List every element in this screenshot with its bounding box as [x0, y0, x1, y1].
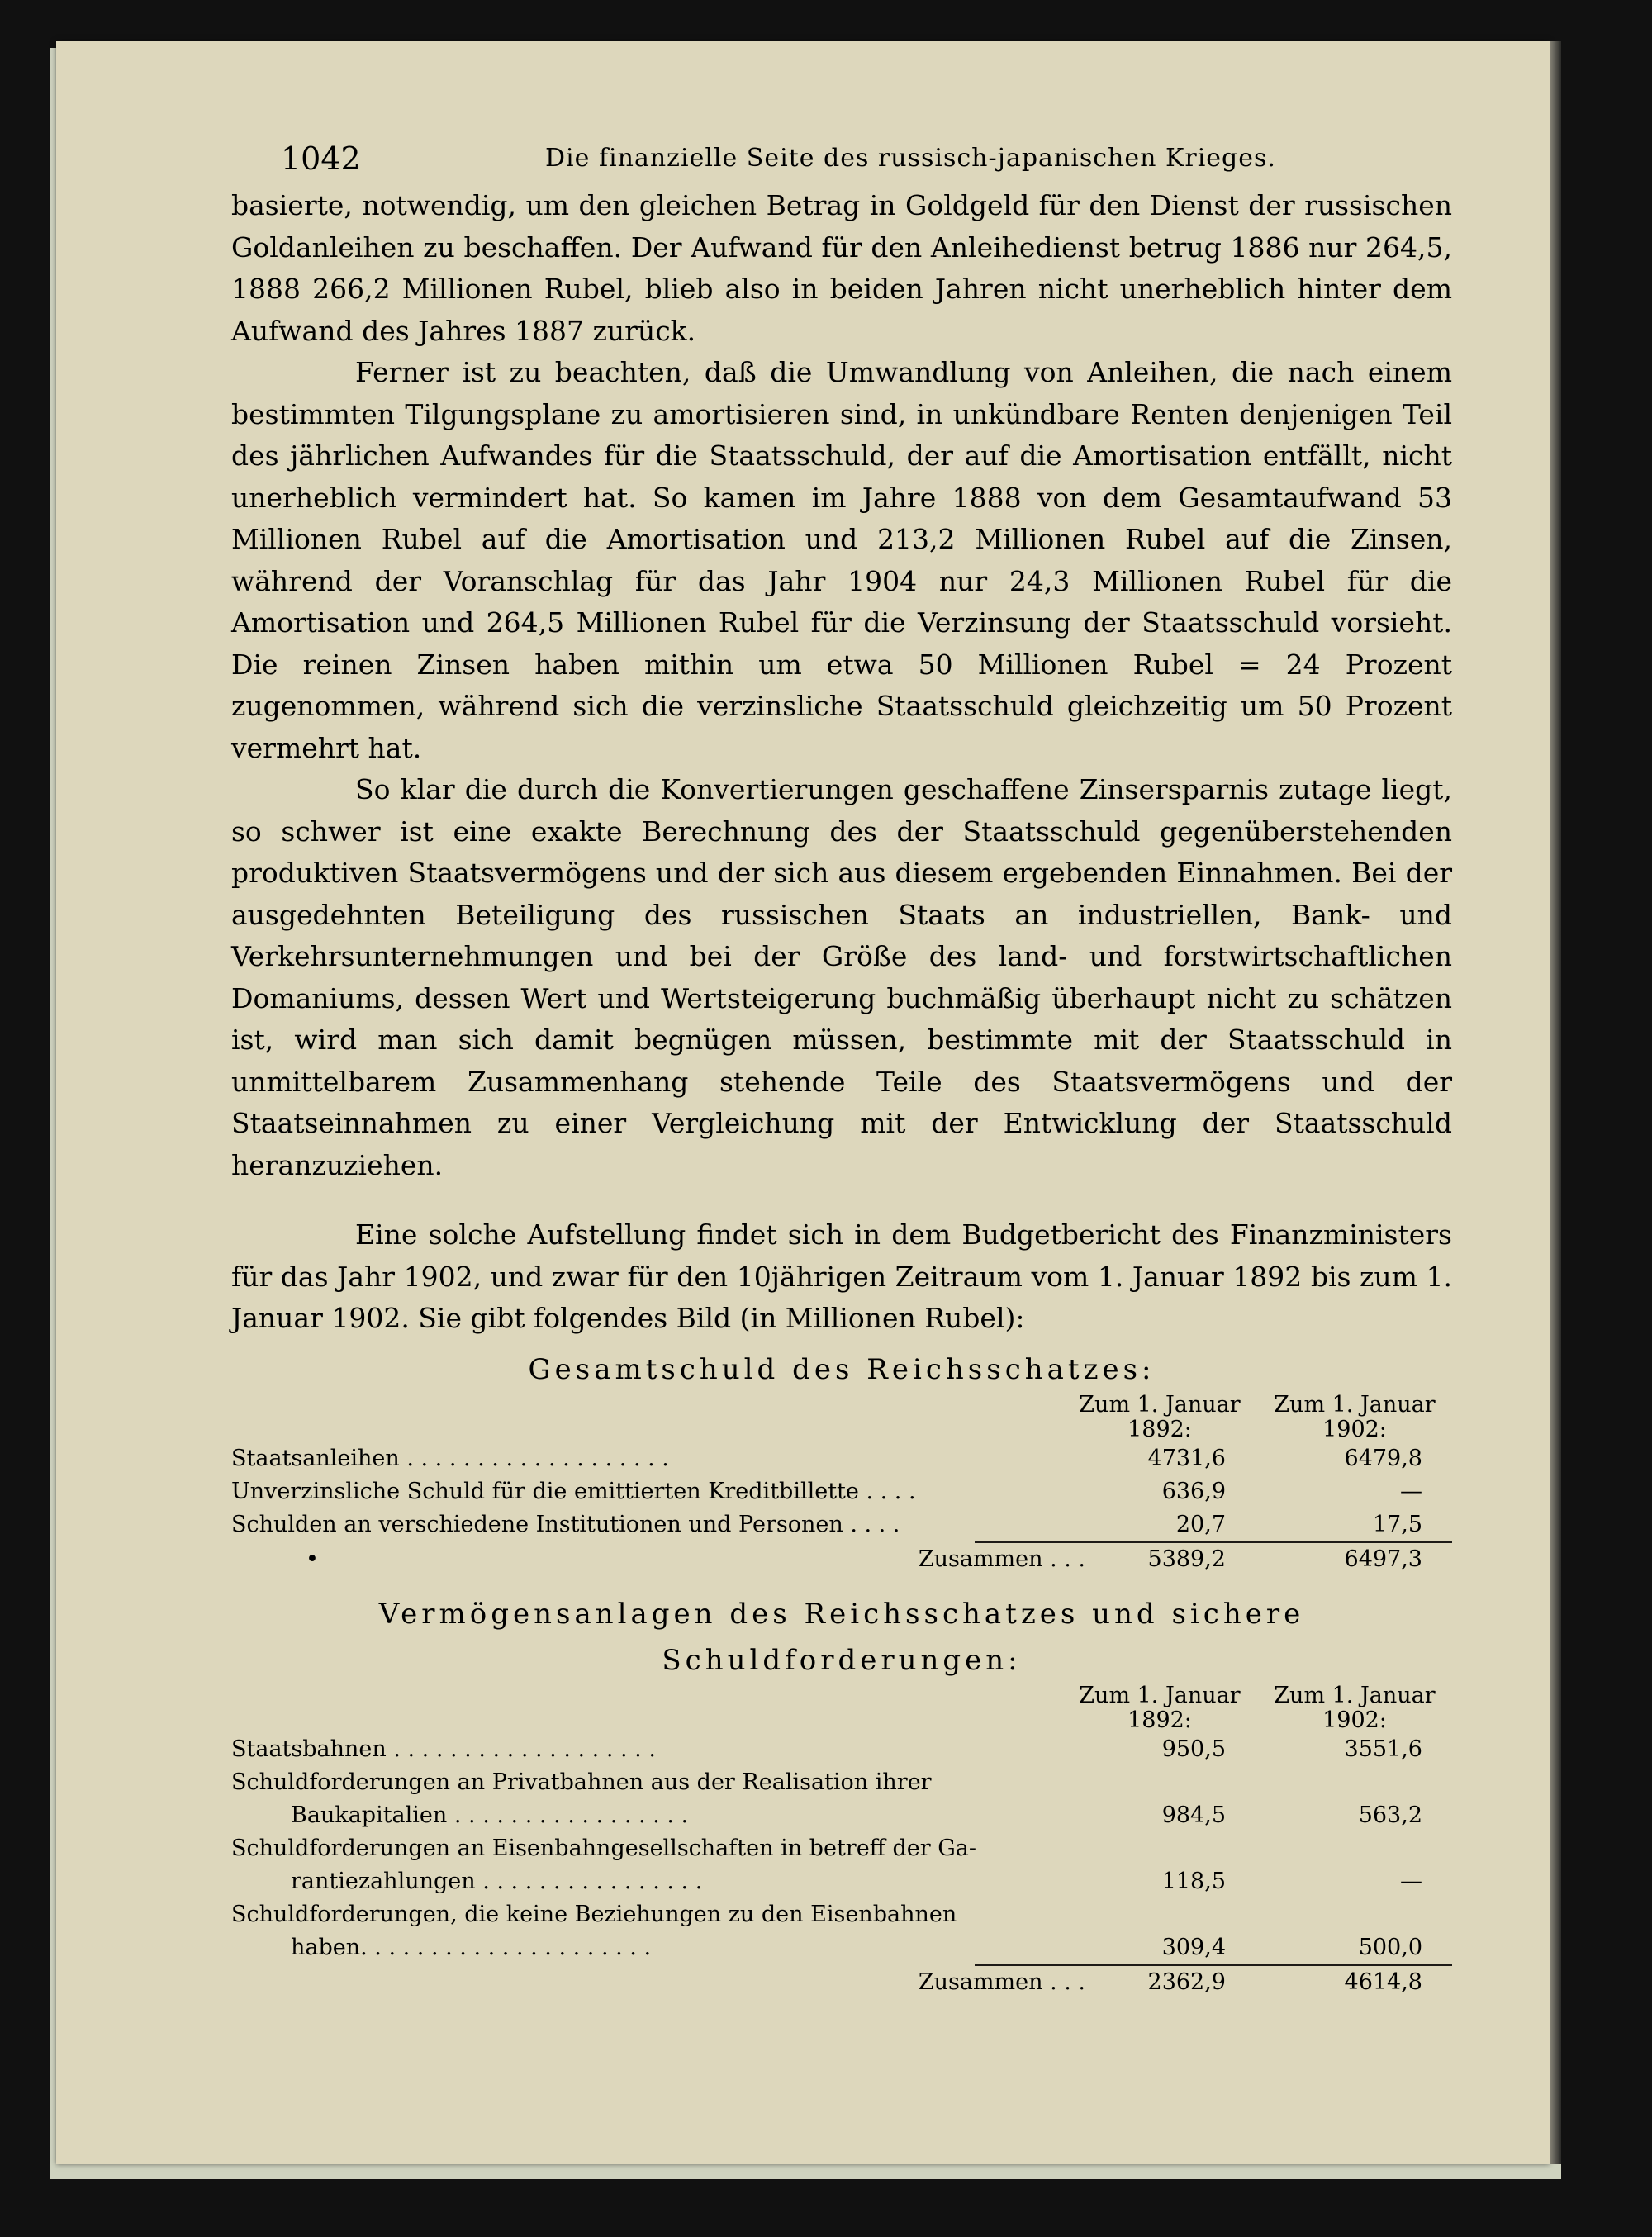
value-1902: 3551,6 [1344, 1736, 1422, 1762]
row-label: Schulden an verschiedene Institutionen und Personen . . . . [231, 1511, 900, 1537]
value-1902: 17,5 [1372, 1511, 1422, 1537]
value-1892: 4731,6 [1147, 1445, 1226, 1471]
value-1902: 500,0 [1358, 1934, 1422, 1960]
page-content [231, 132, 1452, 1999]
table-row [231, 1799, 1452, 1832]
paragraph-3: So klar die durch die Konvertierungen geschaffene Zinsersparnis zutage liegt, so schwer ist eine exakte Berechnung des der Staatsschuld gegenüberstehenden produktiven Staatsvermögens und der sich aus diesem ergebenden Einnahmen. Bei der ausgedehnten Beteiligung des russischen Staats an industriellen, Bank- und Verkehrsunternehmungen und bei der Größe des land- und forstwirtschaftlichen Domaniums, dessen Wert und Wertsteigerung buchmäßig überhaupt nicht zu schätzen ist, wird man sich damit begnügen müssen, bestimmte mit der Staatsschuld in unmittelbarem Zusammenhang stehende Teile des Staatsvermögens und der Staatseinnahmen zu einer Vergleichung mit der Entwicklung der Staatsschuld heranzuziehen. [231, 773, 1452, 1181]
page-edge [1550, 41, 1561, 2164]
table-row [231, 1766, 1452, 1799]
table-row [231, 1475, 1452, 1508]
value-1892: 984,5 [1161, 1802, 1226, 1828]
row-label: rantiezahlungen . . . . . . . . . . . . . . . . [291, 1868, 703, 1894]
row-label: Schuldforderungen an Privatbahnen aus der Realisation ihrer [231, 1769, 932, 1795]
total-row [231, 1543, 1452, 1576]
total-label [231, 1543, 1102, 1576]
table-row [231, 1832, 1452, 1865]
table-row [231, 1865, 1452, 1898]
table-row [231, 1898, 1452, 1931]
table-gesamtschuld [231, 1346, 1452, 1576]
total-1902: 4614,8 [1344, 1969, 1422, 1995]
table-row [231, 1733, 1452, 1766]
table-vermoegensanlagen [231, 1591, 1452, 1999]
total-text: Zusammen . . . [918, 1546, 1085, 1572]
total-1902: 6497,3 [1344, 1546, 1422, 1572]
table-title: Vermögensanlagen des Reichsschatzes und sichere Schuldforderungen: [378, 1597, 1305, 1677]
value-1902: 563,2 [1358, 1802, 1422, 1828]
value-1892: 118,5 [1161, 1868, 1226, 1894]
total-1892: 5389,2 [1147, 1546, 1226, 1572]
value-1892: 636,9 [1161, 1478, 1226, 1504]
value-1902: — [1400, 1478, 1422, 1504]
table-row [231, 1508, 1452, 1541]
value-1902: — [1400, 1868, 1422, 1894]
row-label: Schuldforderungen an Eisenbahngesellschaften in betreff der Ga- [231, 1835, 976, 1861]
paragraph-2: Ferner ist zu beachten, daß die Umwandlung von Anleihen, die nach einem bestimmten Tilgungsplane zu amortisieren sind, in unkündbare Renten denjenigen Teil des jährlichen Aufwandes für die Staatsschuld, der auf die Amortisation entfällt, nicht unerheblich vermindert hat. So kamen im Jahre 1888 von dem Gesamtaufwand 53 Millionen Rubel auf die Amortisation und 213,2 Millionen Rubel auf die Zinsen, während der Voranschlag für das Jahr 1904 nur 24,3 Millionen Rubel für die Amortisation und 264,5 Millionen Rubel für die Verzinsung der Staatsschuld vorsieht. Die reinen Zinsen haben mithin um etwa 50 Millionen Rubel = 24 Prozent zugenommen, während sich die verzinsliche Staatsschuld gleichzeitig um 50 Prozent vermehrt hat. [231, 356, 1452, 764]
value-1902: 6479,8 [1344, 1445, 1422, 1471]
value-1892: 950,5 [1161, 1736, 1226, 1762]
column-header-1892: Zum 1. Januar 1892: [1079, 1682, 1241, 1733]
table-title: Gesamtschuld des Reichsschatzes: [528, 1352, 1156, 1386]
column-header-1892: Zum 1. Januar 1892: [1079, 1391, 1241, 1442]
running-title: Die finanzielle Seite des russisch-japanischen Krieges. [545, 144, 1276, 173]
row-label: Staatsanleihen . . . . . . . . . . . . . . . . . . . [231, 1445, 669, 1471]
row-label: Schuldforderungen, die keine Beziehungen zu den Eisenbahnen [231, 1901, 957, 1927]
column-header-1902: Zum 1. Januar 1902: [1274, 1682, 1436, 1733]
row-label: haben. . . . . . . . . . . . . . . . . . . . . [291, 1934, 652, 1960]
total-row [231, 1966, 1452, 1999]
row-label: Baukapitalien . . . . . . . . . . . . . . . . . [291, 1802, 689, 1828]
page-header [231, 132, 1452, 185]
total-label: Zusammen . . . [918, 1969, 1085, 1995]
stray-mark: • [306, 1546, 319, 1572]
column-headers [231, 1393, 1452, 1442]
table-row [231, 1442, 1452, 1475]
column-headers [231, 1684, 1452, 1733]
paragraph-4: Eine solche Aufstellung findet sich in dem Budgetbericht des Finanzministers für das Jahr 1902, und zwar für den 10jährigen Zeitraum vom 1. Januar 1892 bis zum 1. Januar 1902. Sie gibt folgendes Bild (in Millionen Rubel): [231, 1218, 1452, 1334]
table-row [231, 1931, 1452, 1964]
row-label: Unverzinsliche Schuld für die emittierten Kreditbillette . . . . [231, 1478, 916, 1504]
value-1892: 309,4 [1161, 1934, 1226, 1960]
column-header-1902: Zum 1. Januar 1902: [1274, 1391, 1436, 1442]
total-1892: 2362,9 [1147, 1969, 1226, 1995]
value-1892: 20,7 [1175, 1511, 1226, 1537]
paragraph-1: basierte, notwendig, um den gleichen Betrag in Goldgeld für den Dienst der russischen Goldanleihen zu beschaffen. Der Aufwand für den Anleihedienst betrug 1886 nur 264,5, 1888 266,2 Millionen Rubel, blieb also in beiden Jahren nicht unerheblich hinter dem Aufwand des Jahres 1887 zurück. [231, 189, 1452, 347]
row-label: Staatsbahnen . . . . . . . . . . . . . . . . . . . [231, 1736, 656, 1762]
page-number: 1042 [281, 140, 361, 177]
